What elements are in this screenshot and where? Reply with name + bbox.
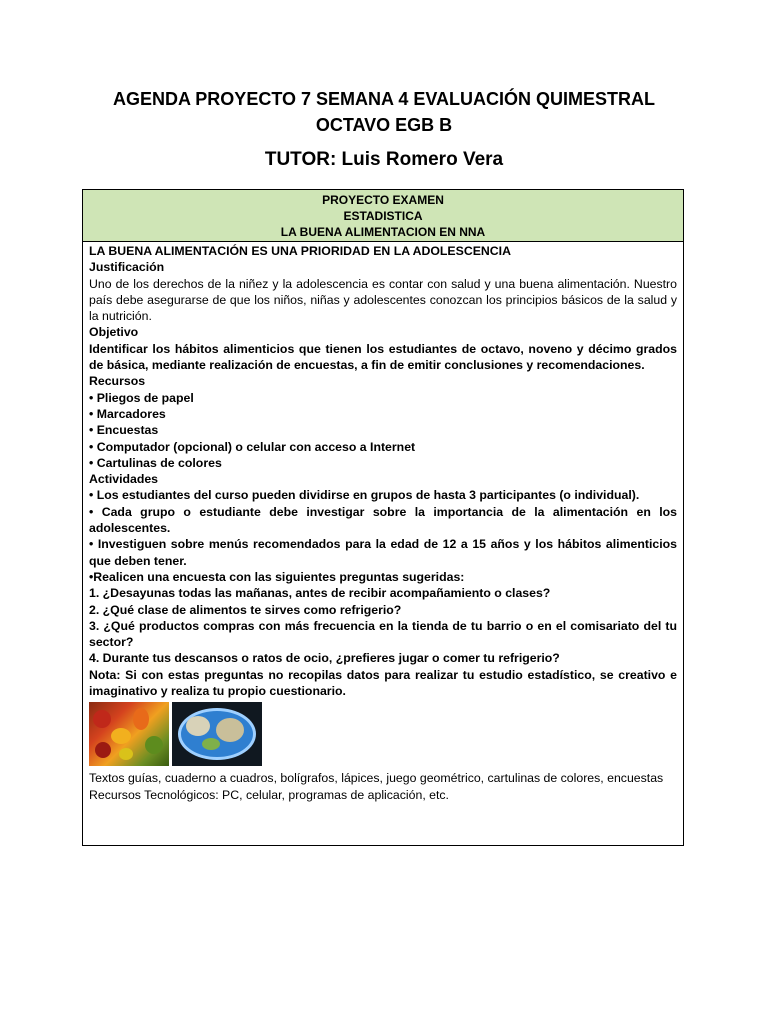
survey-question: 4. Durante tus descansos o ratos de ocio, ¿prefieres jugar o comer tu refrigerio? xyxy=(89,651,560,666)
survey-question: 2. ¿Qué clase de alimentos te sirves como refrigerio? xyxy=(89,602,402,617)
fruits-vegetables-image xyxy=(89,702,169,766)
tutor-line: TUTOR: Luis Romero Vera xyxy=(264,149,504,170)
recursos-label: Recursos xyxy=(89,374,146,389)
justificacion-label: Justificación xyxy=(89,260,165,275)
recurso-item: • Encuestas xyxy=(89,423,159,438)
recurso-item: • Pliegos de papel xyxy=(89,390,194,405)
project-table xyxy=(82,189,684,846)
recurso-item: • Marcadores xyxy=(89,406,166,421)
objetivo-label: Objetivo xyxy=(89,325,139,340)
actividad-item: • Los estudiantes del curso pueden dividirse en grupos de hasta 3 participantes (o individual). xyxy=(89,488,640,503)
section-heading: LA BUENA ALIMENTACIÓN ES UNA PRIORIDAD EN LA ADOLESCENCIA xyxy=(89,244,511,258)
objetivo-text: Identificar los hábitos alimenticios que tienen los estudiantes de octavo, noveno y décimo grados de básica, mediante realización de encuestas, a fin de emitir conclusiones y recomendaciones. xyxy=(89,341,677,373)
recursos-tecnologicos: Recursos Tecnológicos: PC, celular, programas de aplicación, etc. xyxy=(89,787,449,802)
table-header-line1: PROYECTO EXAMEN xyxy=(322,193,444,207)
document-title: AGENDA PROYECTO 7 SEMANA 4 EVALUACIÓN QUIMESTRAL xyxy=(112,89,656,109)
textos-guias: Textos guías, cuaderno a cuadros, bolígrafos, lápices, juego geométrico, cartulinas de colores, encuestas xyxy=(89,771,664,786)
actividad-item: • Investiguen sobre menús recomendados para la edad de 12 a 15 años y los hábitos alimenticios que deben tener. xyxy=(89,537,677,568)
survey-question: 1. ¿Desayunas todas las mañanas, antes de recibir acompañamiento o clases? xyxy=(89,586,551,601)
recurso-item: • Computador (opcional) o celular con acceso a Internet xyxy=(89,439,416,454)
meal-plate-image xyxy=(172,702,262,766)
actividad-item: • Cada grupo o estudiante debe investigar sobre la importancia de la alimentación en los adolescentes. xyxy=(89,504,677,536)
images-row xyxy=(89,702,677,766)
recurso-item: • Cartulinas de colores xyxy=(89,455,222,470)
table-header-line2: ESTADISTICA xyxy=(343,209,423,223)
document-subtitle: OCTAVO EGB B xyxy=(315,115,453,135)
table-header-line3: LA BUENA ALIMENTACION EN NNA xyxy=(280,225,486,239)
survey-question: 3. ¿Qué productos compras con más frecuencia en la tienda de tu barrio o en el comisariato del tu sector? xyxy=(89,618,677,650)
survey-note: Nota: Si con estas preguntas no recopilas datos para realizar tu estudio estadístico, se creativo e imaginativo y realiza tu propio cuestionario. xyxy=(89,667,677,699)
table-header xyxy=(83,190,683,242)
table-body xyxy=(83,242,683,803)
justificacion-text: Uno de los derechos de la niñez y la adolescencia es contar con salud y una buena alimentación. Nuestro país debe asegurarse de que los niños, niñas y adolescentes conozcan los principios básicos de la salud y la nutrición. xyxy=(89,276,677,324)
actividad-item: •Realicen una encuesta con las siguientes preguntas sugeridas: xyxy=(89,569,465,584)
actividades-label: Actividades xyxy=(89,472,159,487)
